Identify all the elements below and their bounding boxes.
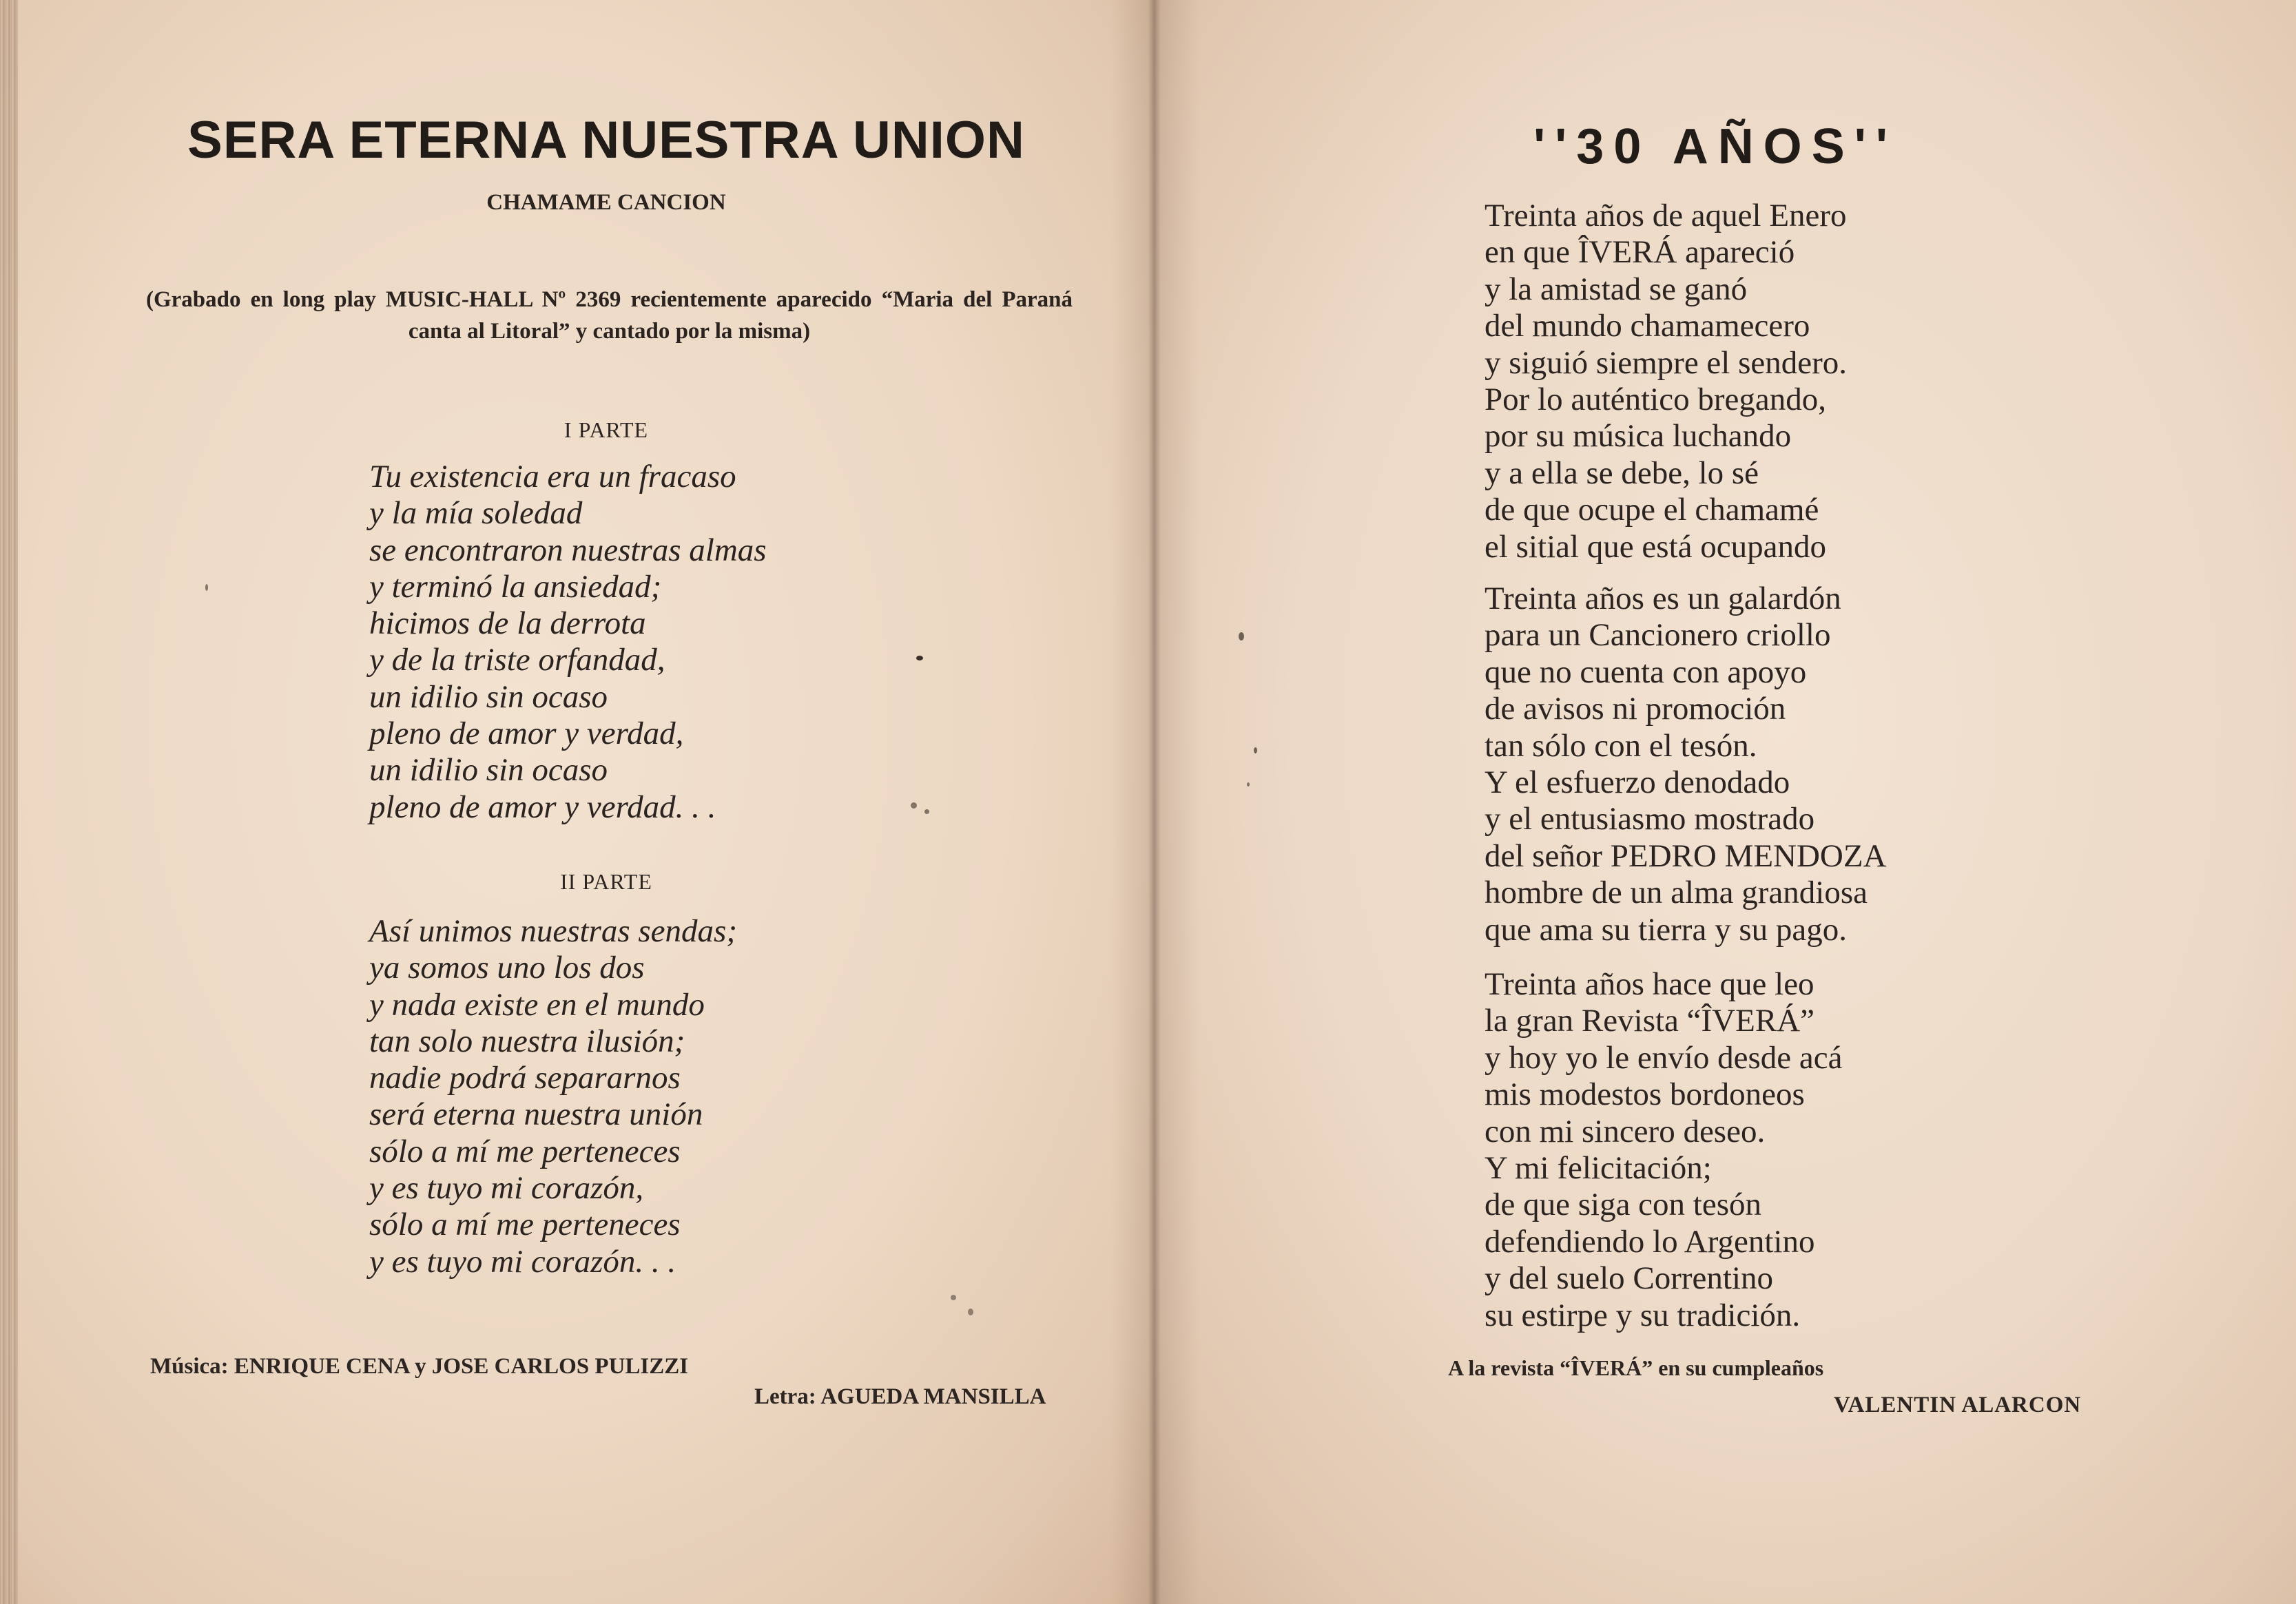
- part-two-heading: II PARTE: [560, 869, 652, 894]
- ink-speck: [205, 584, 208, 591]
- verse-line: un idilio sin ocaso: [369, 752, 608, 789]
- ink-speck: [1247, 782, 1250, 787]
- verse-line: y es tuyo mi corazón,: [369, 1170, 644, 1207]
- poem-line: que no cuenta con apoyo: [1485, 654, 1807, 690]
- poem-line: con mi sincero deseo.: [1485, 1113, 1766, 1149]
- poem-line: de que ocupe el chamamé: [1485, 492, 1819, 528]
- poem-line: y a ella se debe, lo sé: [1485, 455, 1759, 491]
- verse-line: y nada existe en el mundo: [369, 986, 705, 1023]
- poem-line: Por lo auténtico bregando,: [1485, 382, 1826, 418]
- ink-speck: [924, 809, 929, 814]
- poem-line: el sitial que está ocupando: [1485, 528, 1826, 565]
- verse-line: Así unimos nuestras sendas;: [369, 913, 737, 949]
- verse-line: Tu existencia era un fracaso: [369, 459, 736, 494]
- verse-line: pleno de amor y verdad,: [369, 716, 684, 752]
- ink-speck: [916, 656, 923, 660]
- poem-line: Y el esfuerzo denodado: [1485, 764, 1790, 801]
- recording-note: (Grabado en long play MUSIC-HALL Nº 2369 recientemente aparecido “Maria del Paraná canta al Litoral” y cantado por la misma): [146, 287, 1073, 344]
- poem-line: y el entusiasmo mostrado: [1485, 801, 1815, 837]
- ink-speck: [951, 1295, 956, 1300]
- verse-line: nadie podrá separarnos: [369, 1060, 681, 1096]
- poem-line: por su música luchando: [1485, 418, 1792, 455]
- poem-line: hombre de un alma grandiosa: [1485, 875, 1868, 911]
- poem-line: mis modestos bordoneos: [1485, 1076, 1805, 1113]
- poem-line: de avisos ni promoción: [1485, 691, 1786, 727]
- poem-title: ''30 AÑOS'': [1533, 119, 1897, 174]
- verse-line: y la mía soledad: [369, 495, 583, 532]
- verse-line: y es tuyo mi corazón. . .: [369, 1243, 676, 1280]
- poem-line: tan sólo con el tesón.: [1485, 727, 1757, 764]
- ink-speck: [968, 1309, 973, 1315]
- part-one-verse: [369, 459, 767, 826]
- ink-speck: [1254, 747, 1257, 753]
- dedication: A la revista “ÎVERÁ” en su cumpleaños: [1448, 1355, 1824, 1380]
- poem-line: del mundo chamamecero: [1485, 308, 1810, 344]
- part-two-verse: [369, 913, 737, 1280]
- verse-line: ya somos uno los dos: [369, 950, 645, 986]
- song-title: SERA ETERNA NUESTRA UNION: [187, 111, 1025, 169]
- verse-line: pleno de amor y verdad. . .: [369, 789, 716, 825]
- poem-stanza-2: [1485, 581, 1887, 948]
- poem-line: Treinta años hace que leo: [1485, 966, 1814, 1002]
- poem-author: VALENTIN ALARCON: [1834, 1393, 2082, 1417]
- verse-line: se encontraron nuestras almas: [369, 532, 767, 568]
- verse-line: tan solo nuestra ilusión;: [369, 1023, 685, 1059]
- poem-line: su estirpe y su tradición.: [1485, 1297, 1801, 1333]
- page-edge: [0, 0, 18, 1604]
- music-credit: Música: ENRIQUE CENA y JOSE CARLOS PULIZZI: [150, 1354, 689, 1379]
- poem-line: Treinta años es un galardón: [1485, 581, 1841, 616]
- poem-line: la gran Revista “ÎVERÁ”: [1485, 1003, 1814, 1039]
- verse-line: sólo a mí me perteneces: [369, 1133, 681, 1169]
- poem-line: de que siga con tesón: [1485, 1187, 1762, 1223]
- poem-line: Treinta años de aquel Enero: [1485, 198, 1847, 233]
- poem-line: del señor PEDRO MENDOZA: [1485, 837, 1887, 874]
- verse-line: sólo a mí me perteneces: [369, 1207, 681, 1243]
- verse-line: y de la triste orfandad,: [369, 642, 665, 678]
- ink-speck: [911, 802, 917, 809]
- part-one-heading: I PARTE: [563, 417, 649, 442]
- verse-line: hicimos de la derrota: [369, 605, 646, 642]
- song-genre: CHAMAME CANCION: [486, 190, 726, 215]
- verse-line: un idilio sin ocaso: [369, 678, 608, 715]
- verse-line: será eterna nuestra unión: [369, 1096, 703, 1133]
- lyrics-credit: Letra: AGUEDA MANSILLA: [754, 1384, 1046, 1409]
- poem-line: y del suelo Correntino: [1485, 1260, 1774, 1297]
- poem-stanza-1: [1485, 198, 1847, 565]
- poem-line: Y mi felicitación;: [1485, 1150, 1712, 1187]
- poem-line: defendiendo lo Argentino: [1485, 1223, 1815, 1260]
- poem-line: que ama su tierra y su pago.: [1485, 911, 1847, 948]
- verse-line: y terminó la ansiedad;: [369, 568, 662, 605]
- ink-speck: [1239, 632, 1244, 640]
- poem-line: en que ÎVERÁ apareció: [1485, 234, 1795, 271]
- poem-line: para un Cancionero criollo: [1485, 617, 1831, 654]
- poem-stanza-3: [1485, 966, 1842, 1334]
- poem-line: y siguió siempre el sendero.: [1485, 344, 1848, 381]
- poem-line: y la amistad se ganó: [1485, 271, 1748, 307]
- poem-line: y hoy yo le envío desde acá: [1485, 1039, 1843, 1076]
